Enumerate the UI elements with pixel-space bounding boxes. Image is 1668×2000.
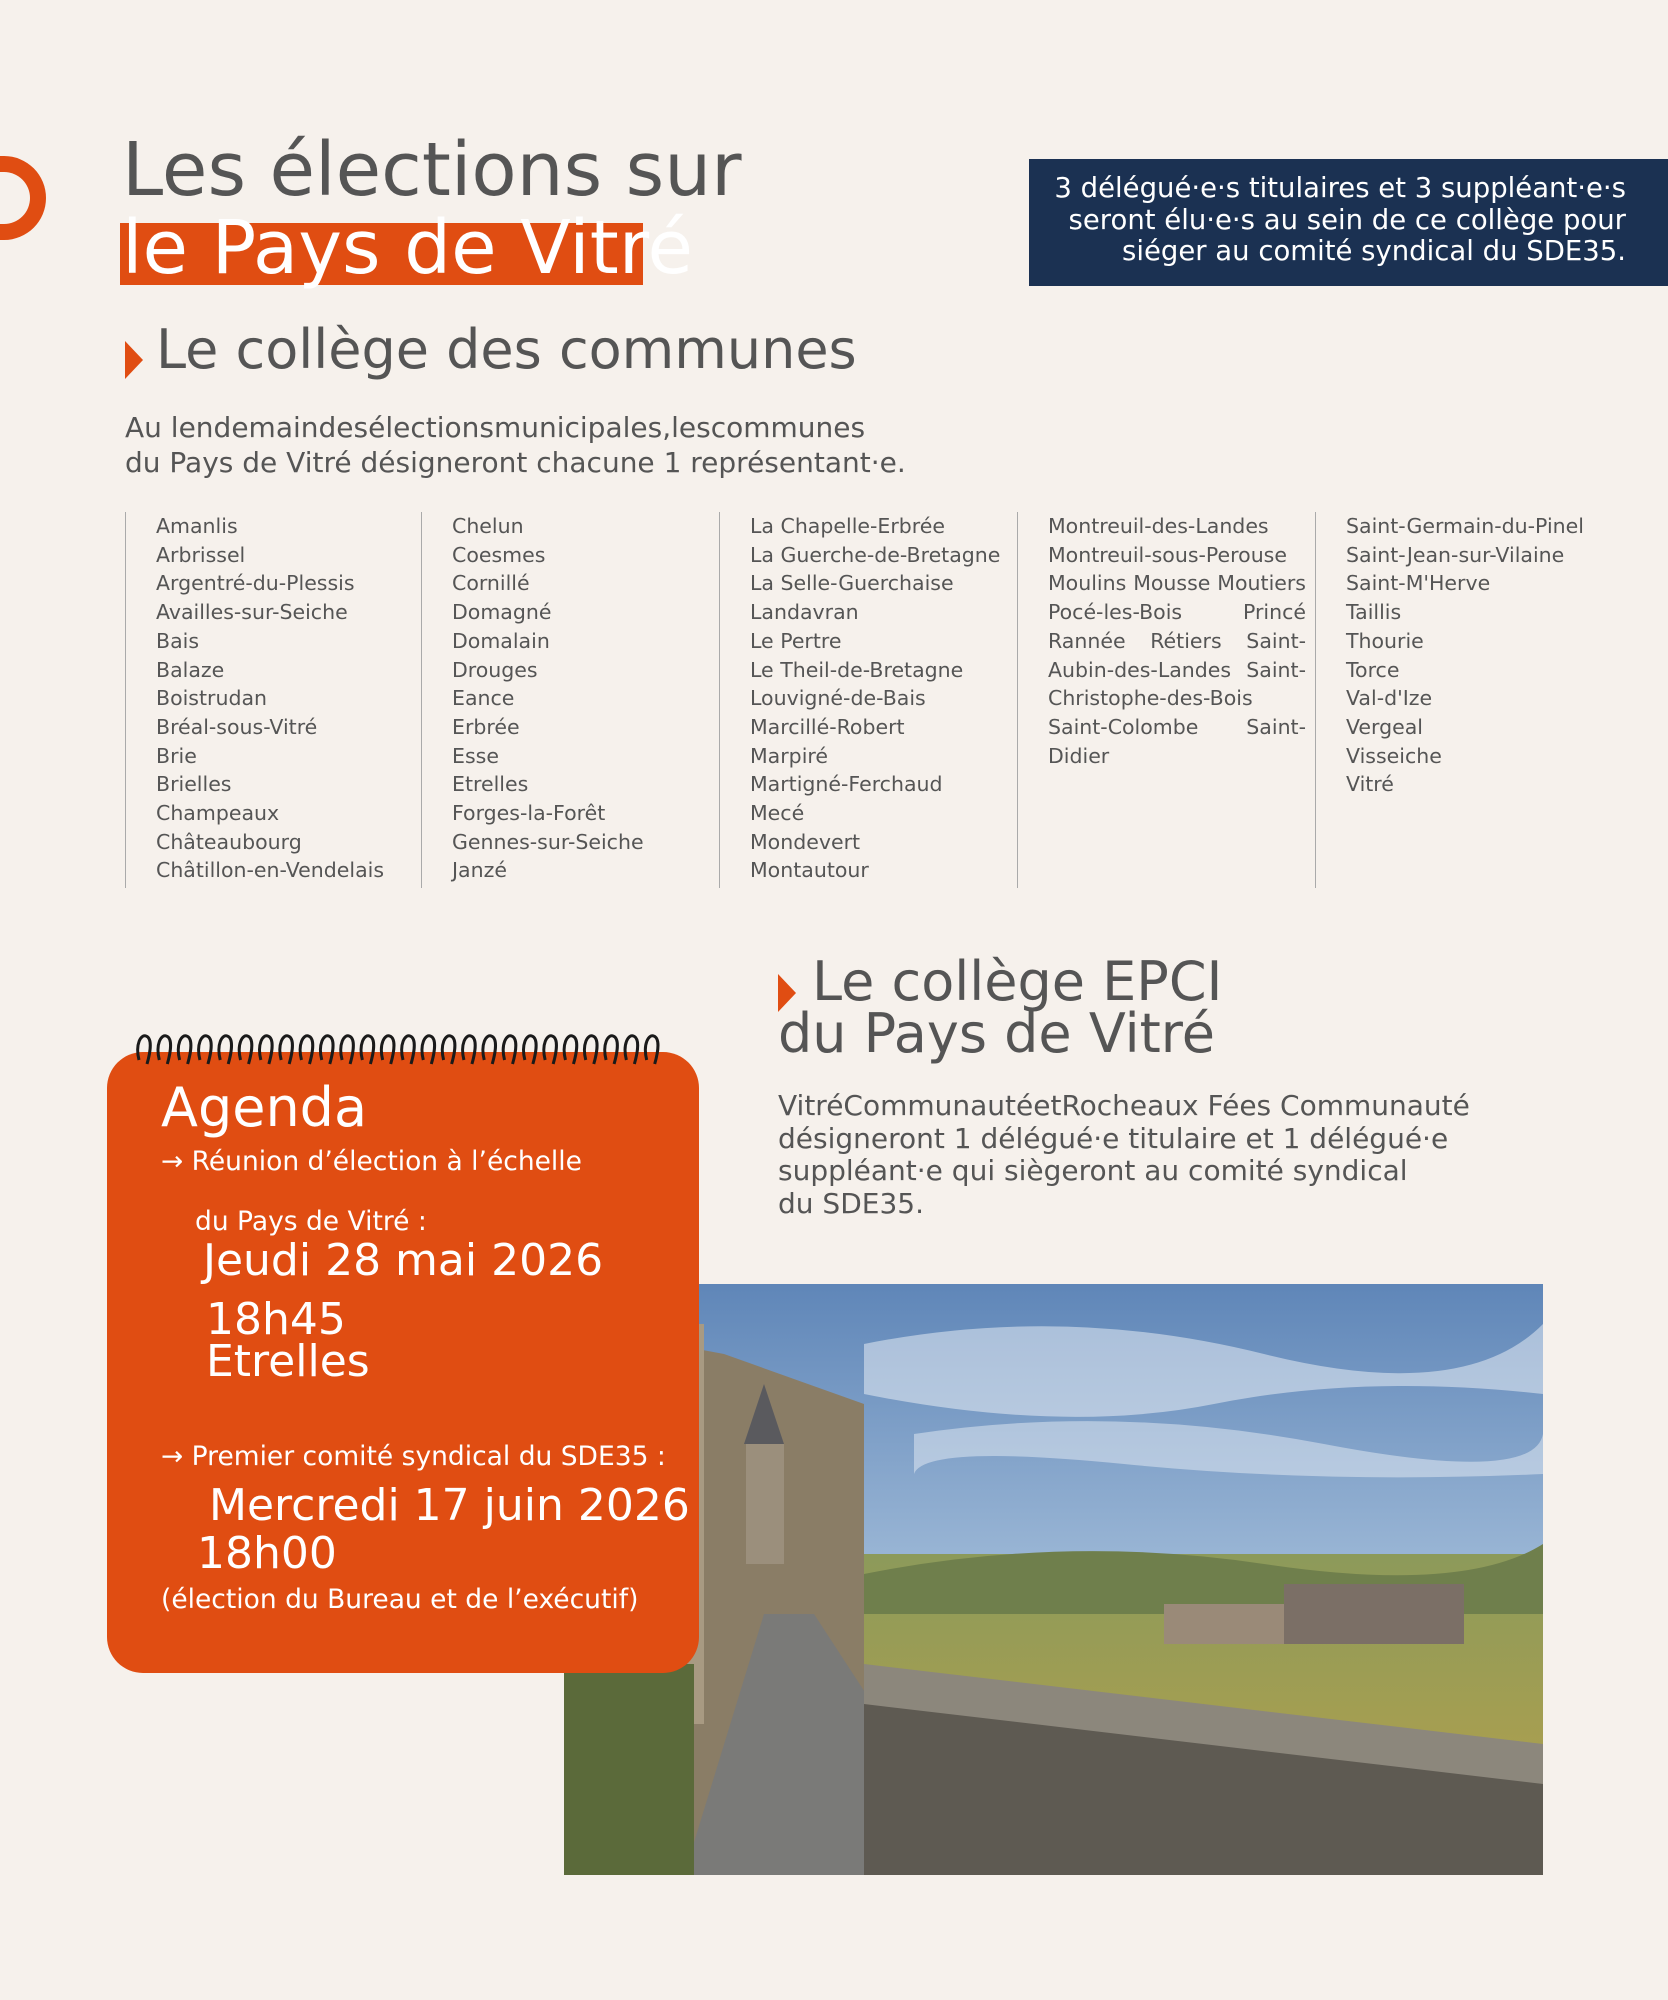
section-heading-epci-line1: Le collège EPCI xyxy=(812,950,1223,1013)
commune-item: Erbrée xyxy=(452,714,520,739)
commune-item: Vergeal xyxy=(1346,714,1423,739)
spiral-ring xyxy=(584,1036,597,1064)
spiral-ring xyxy=(605,1036,618,1064)
commune-item: Brielles xyxy=(156,772,232,797)
commune-item: Availles-sur-Seiche xyxy=(156,600,348,625)
spiral-ring xyxy=(138,1036,151,1064)
agenda-item2-time: 18h00 xyxy=(197,1528,337,1579)
page-title-line1: Les élections sur xyxy=(122,127,742,213)
agenda-item1-line1: → Réunion d’élection à l’échelle xyxy=(161,1146,582,1177)
spiral-ring xyxy=(483,1036,496,1064)
communes-intro xyxy=(125,410,906,480)
commune-item: La Chapelle-Erbrée xyxy=(750,514,945,538)
agenda-item2-date: Mercredi 17 juin 2026 xyxy=(209,1480,690,1531)
spiral-ring xyxy=(300,1036,313,1064)
commune-item: Domagné xyxy=(452,600,552,625)
commune-item: Balaze xyxy=(156,657,225,682)
section-heading-communes: Le collège des communes xyxy=(156,318,857,381)
commune-item: Gennes-sur-Seiche xyxy=(452,829,644,854)
commune-item: Landavran xyxy=(750,600,859,625)
spiral-ring xyxy=(503,1036,516,1064)
spiral-ring xyxy=(341,1036,354,1064)
spiral-ring xyxy=(280,1036,293,1064)
info-box-line1: 3 délégué·e·s titulaires et 3 suppléant·e·s xyxy=(1054,172,1626,204)
commune-item: Visseiche xyxy=(1346,743,1442,768)
commune-item: Arbrissel xyxy=(156,542,246,567)
commune-item: Taillis xyxy=(1346,600,1402,625)
spiral-ring xyxy=(239,1036,252,1064)
epci-text-line1: VitréCommunautéetRocheaux Fées Communauté xyxy=(778,1089,1470,1122)
spiral-ring xyxy=(524,1036,537,1064)
commune-item: Saint-Jean-sur-Vilaine xyxy=(1346,542,1565,567)
communes-intro-line2: du Pays de Vitré désigneront chacune 1 représentant·e. xyxy=(125,446,906,479)
communes-column-5 xyxy=(1315,512,1615,888)
decorative-hook-shape xyxy=(0,156,46,240)
commune-item: Brie xyxy=(156,743,197,768)
commune-item: La Guerche-de-Bretagne xyxy=(750,542,1001,567)
commune-item: Drouges xyxy=(452,657,538,682)
commune-item: Mecé xyxy=(750,801,805,826)
agenda-item1-place: Etrelles xyxy=(206,1336,370,1387)
commune-item: Saint-M'Herve xyxy=(1346,571,1491,596)
commune-item: Amanlis xyxy=(156,514,238,538)
commune-item: Bais xyxy=(156,628,200,653)
agenda-card xyxy=(107,1052,699,1673)
commune-item: Argentré-du-Plessis xyxy=(156,571,355,596)
commune-item: Esse xyxy=(452,743,499,768)
spiral-binding-icon xyxy=(133,1030,661,1068)
commune-item: Louvigné-de-Bais xyxy=(750,686,926,711)
commune-item: Eance xyxy=(452,686,515,711)
commune-item: Martigné-Ferchaud xyxy=(750,772,943,797)
commune-item: Châtillon-en-Vendelais xyxy=(156,858,385,883)
commune-item: Boistrudan xyxy=(156,686,268,711)
commune-item: Montreuil-sous-Perouse xyxy=(1048,542,1287,567)
communes-column-4 xyxy=(1017,512,1315,888)
spiral-ring xyxy=(219,1036,232,1064)
commune-item: Châteaubourg xyxy=(156,829,302,854)
commune-item: Montautour xyxy=(750,858,869,883)
spiral-ring xyxy=(381,1036,394,1064)
info-box xyxy=(1029,159,1668,286)
commune-item: Bréal-sous-Vitré xyxy=(156,714,318,739)
communes-column-1 xyxy=(125,512,421,888)
spiral-ring xyxy=(199,1036,212,1064)
page-title-line2: le Pays de Vitré xyxy=(122,205,694,291)
landscape-illustration xyxy=(564,1284,1543,1875)
spiral-ring xyxy=(260,1036,273,1064)
commune-item: Marcillé-Robert xyxy=(750,714,905,739)
spiral-ring xyxy=(402,1036,415,1064)
agenda-item1-date: Jeudi 28 mai 2026 xyxy=(203,1235,604,1286)
communes-column-3 xyxy=(719,512,1017,888)
spiral-ring xyxy=(422,1036,435,1064)
section-heading-epci-line2: du Pays de Vitré xyxy=(778,1002,1215,1065)
commune-item: Champeaux xyxy=(156,801,280,826)
commune-item: Torce xyxy=(1346,657,1400,682)
commune-item: Janzé xyxy=(452,858,507,883)
commune-item: La Selle-Guerchaise xyxy=(750,571,954,596)
communes-intro-line1: Au lendemaindesélectionsmunicipales,lescommunes xyxy=(125,411,866,444)
commune-item: Le Pertre xyxy=(750,628,842,653)
spiral-ring xyxy=(442,1036,455,1064)
info-box-line3: siéger au comité syndical du SDE35. xyxy=(1122,235,1626,267)
agenda-item2-note: (élection du Bureau et de l’exécutif) xyxy=(161,1584,639,1615)
info-box-line2: seront élu·e·s au sein de ce collège pour xyxy=(1068,203,1626,236)
communes-column-2 xyxy=(421,512,719,888)
triangle-bullet-icon xyxy=(125,341,143,379)
spiral-ring xyxy=(158,1036,171,1064)
commune-item: Cornillé xyxy=(452,571,530,596)
epci-text xyxy=(778,1090,1470,1220)
commune-item: Thourie xyxy=(1346,628,1424,653)
agenda-item1-time: 18h45 xyxy=(206,1294,346,1345)
spiral-ring xyxy=(320,1036,333,1064)
spiral-ring xyxy=(361,1036,374,1064)
spiral-ring xyxy=(463,1036,476,1064)
commune-item-justified: Moulins Mousse Moutiers Pocé-les-Bois Princé Rannée Rétiers Saint-Aubin-des-Landes Saint-Christophe-des-Bois Saint-Colombe Saint-Didier xyxy=(1048,571,1306,768)
epci-text-line3: suppléant·e qui siègeront au comité syndical xyxy=(778,1154,1408,1187)
spiral-ring xyxy=(645,1036,658,1064)
commune-item: Mondevert xyxy=(750,829,861,854)
commune-item: Domalain xyxy=(452,628,550,653)
agenda-title: Agenda xyxy=(161,1076,368,1139)
commune-item: Le Theil-de-Bretagne xyxy=(750,657,964,682)
spiral-ring xyxy=(544,1036,557,1064)
epci-text-line4: du SDE35. xyxy=(778,1186,924,1220)
epci-text-line2: désigneront 1 délégué·e titulaire et 1 délégué·e xyxy=(778,1121,1449,1155)
commune-item: Vitré xyxy=(1346,772,1394,797)
commune-item: Coesmes xyxy=(452,542,546,567)
landscape-photo xyxy=(564,1284,1543,1875)
commune-item: Marpiré xyxy=(750,743,828,768)
commune-item: Etrelles xyxy=(452,772,529,797)
agenda-item1-line2: du Pays de Vitré : xyxy=(195,1206,427,1237)
commune-item: Saint-Germain-du-Pinel xyxy=(1346,514,1584,538)
spiral-ring xyxy=(625,1036,638,1064)
agenda-item2-line1: → Premier comité syndical du SDE35 : xyxy=(161,1441,666,1472)
spiral-ring xyxy=(564,1036,577,1064)
spiral-ring xyxy=(178,1036,191,1064)
commune-item: Chelun xyxy=(452,514,524,538)
commune-item: Forges-la-Forêt xyxy=(452,801,606,826)
commune-item: Val-d'Ize xyxy=(1346,686,1433,711)
commune-item: Montreuil-des-Landes xyxy=(1048,514,1269,538)
